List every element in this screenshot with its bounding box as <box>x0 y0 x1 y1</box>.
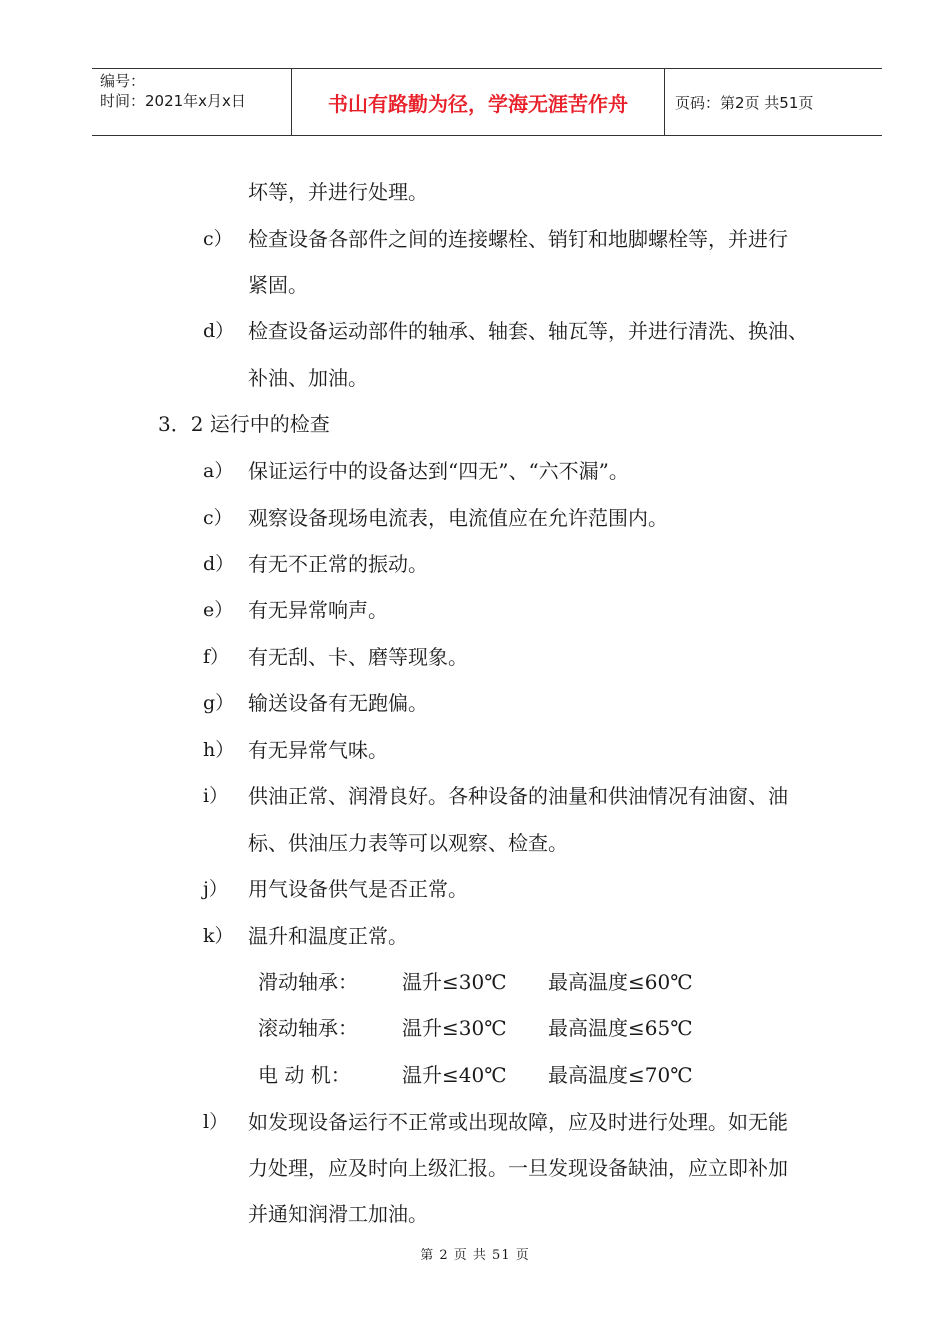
temp-rise: 温升≤40℃ <box>402 1063 507 1087</box>
item-label: d） <box>203 320 235 342</box>
text-line: 有无异常响声。 <box>248 598 388 622</box>
header-left-cell <box>92 69 292 135</box>
text-line: 保证运行中的设备达到“四无”、“六不漏”。 <box>248 459 629 483</box>
text-line: 有无刮、卡、磨等现象。 <box>248 645 468 669</box>
text-line: 力处理，应及时向上级汇报。一旦发现设备缺油，应立即补加 <box>248 1156 788 1180</box>
page-footer: 第 2 页 共 51 页 <box>420 1248 530 1263</box>
text-line: 有无不正常的振动。 <box>248 552 428 576</box>
temp-rise: 温升≤30℃ <box>402 970 507 994</box>
text-line: 坏等，并进行处理。 <box>248 180 428 204</box>
page-header <box>92 68 882 136</box>
text-line: 检查设备运动部件的轴承、轴套、轴瓦等，并进行清洗、换油、 <box>248 319 808 343</box>
motto: 书山有路勤为径，学海无涯苦作舟 <box>292 69 665 135</box>
text-line: 补油、加油。 <box>248 366 368 390</box>
item-label: c） <box>203 507 233 529</box>
time-label: 时间：2021年x月x日 <box>100 92 246 110</box>
text-line: 如发现设备运行不正常或出现故障，应及时进行处理。如无能 <box>248 1110 788 1134</box>
item-label: j） <box>203 878 228 900</box>
item-label: h） <box>203 739 235 761</box>
text-line: 输送设备有无跑偏。 <box>248 691 428 715</box>
temp-name: 滑动轴承： <box>258 970 358 994</box>
text-line: 用气设备供气是否正常。 <box>248 877 468 901</box>
text-line: 标、供油压力表等可以观察、检查。 <box>248 831 568 855</box>
item-label: i） <box>203 785 229 807</box>
text-line: 观察设备现场电流表，电流值应在允许范围内。 <box>248 506 668 530</box>
item-label: e） <box>203 599 234 621</box>
section-heading: 3．2 运行中的检查 <box>158 412 330 436</box>
page-label: 页码：第2页 共51页 <box>675 93 814 112</box>
text-line: 检查设备各部件之间的连接螺栓、销钉和地脚螺栓等，并进行 <box>248 227 788 251</box>
item-label: a） <box>203 460 234 482</box>
item-label: d） <box>203 553 235 575</box>
text-line: 紧固。 <box>248 273 308 297</box>
item-label: f） <box>203 646 230 668</box>
text-line: 并通知润滑工加油。 <box>248 1202 428 1226</box>
temp-name: 滚动轴承： <box>258 1016 358 1040</box>
temp-rise: 温升≤30℃ <box>402 1016 507 1040</box>
temp-name: 电 动 机： <box>258 1063 351 1087</box>
item-label: c） <box>203 228 233 250</box>
temp-max: 最高温度≤65℃ <box>548 1016 693 1040</box>
temp-max: 最高温度≤60℃ <box>548 970 693 994</box>
text-line: 有无异常气味。 <box>248 738 388 762</box>
item-label: k） <box>203 925 234 947</box>
item-label: g） <box>203 692 235 714</box>
text-line: 供油正常、润滑良好。各种设备的油量和供油情况有油窗、油 <box>248 784 788 808</box>
text-line: 温升和温度正常。 <box>248 924 408 948</box>
item-label: l） <box>203 1111 229 1133</box>
temp-max: 最高温度≤70℃ <box>548 1063 693 1087</box>
number-label: 编号： <box>100 72 146 90</box>
